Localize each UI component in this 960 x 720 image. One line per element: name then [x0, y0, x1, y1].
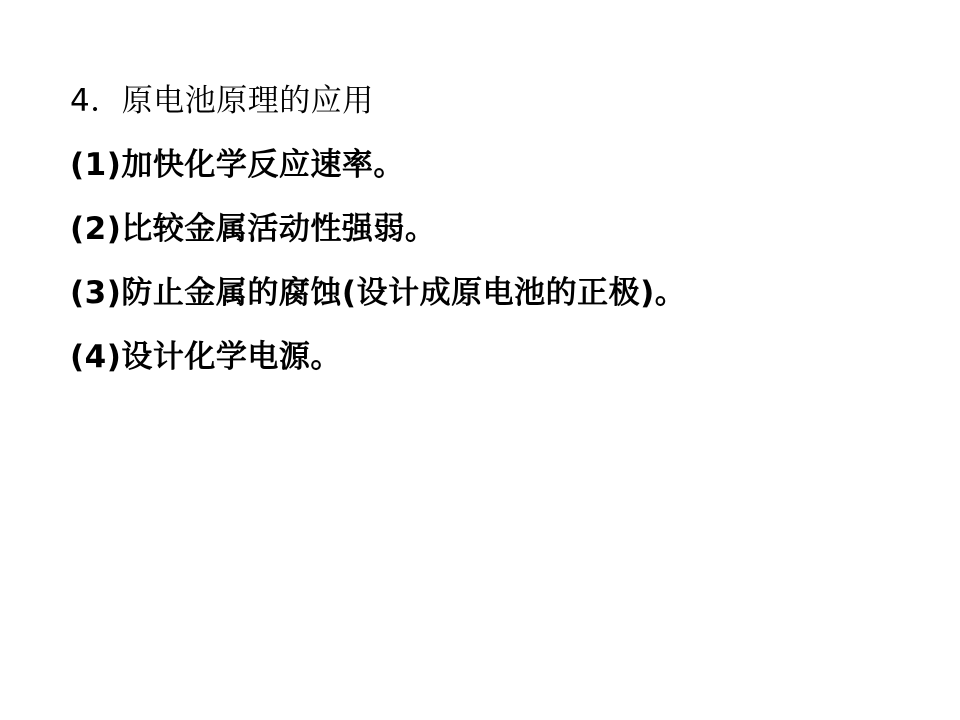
- list-item-2: (2)比较金属活动性强弱。: [70, 211, 437, 247]
- list-item-3: (3)防止金属的腐蚀(设计成原电池的正极)。: [70, 275, 687, 311]
- slide-content-block: [70, 83, 920, 375]
- list-item-4: (4)设计化学电源。: [70, 339, 342, 375]
- slide-heading: 4．原电池原理的应用: [70, 83, 374, 119]
- list-item-1: (1)加快化学反应速率。: [70, 147, 405, 183]
